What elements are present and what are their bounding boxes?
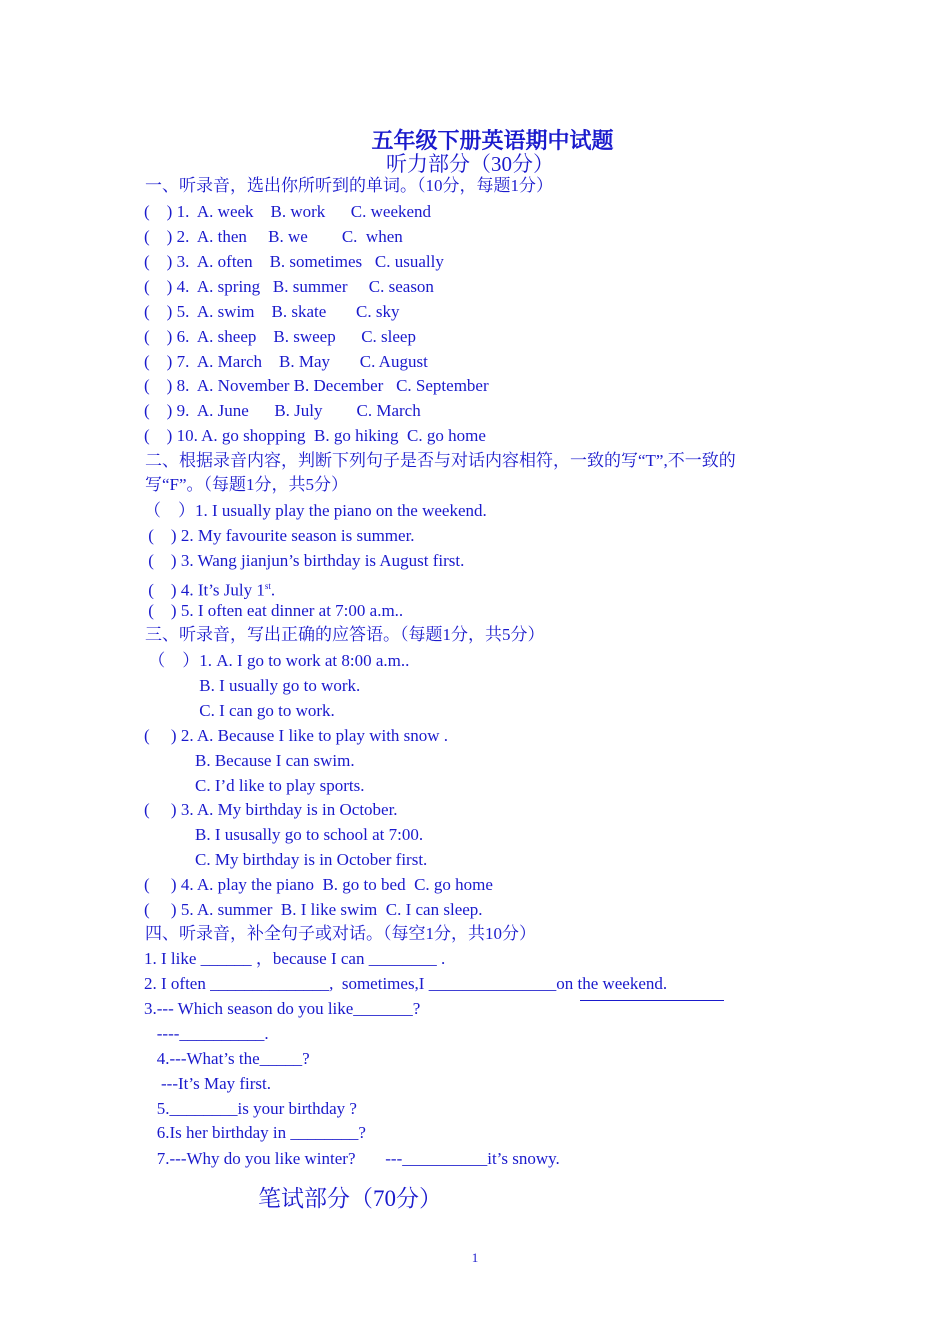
question-line: ( ) 5. I often eat dinner at 7:00 a.m.. [144, 601, 404, 620]
fill-line: 5.________is your birthday ? [144, 1099, 357, 1118]
fill-line: 7.---Why do you like winter? ---__________it’s snowy. [144, 1149, 560, 1168]
page-number: 1 [471, 1250, 479, 1265]
question-line: （ ）1. A. I go to work at 8:00 a.m.. [144, 651, 410, 670]
question-line: ( ) 5. A. summer B. I like swim C. I can sleep. [144, 900, 483, 919]
fill-line: ----__________. [144, 1024, 269, 1043]
question-line: ( ) 10. A. go shopping B. go hiking C. go home [144, 426, 486, 445]
section-3-heading: 三、听录音，写出正确的应答语。（每题1分，共5分） [145, 625, 545, 644]
written-heading: 笔试部分（70分） [258, 1186, 442, 1211]
question-line: ( ) 2. My favourite season is summer. [144, 526, 415, 545]
fill-line: 3.--- Which season do you like_______? [144, 999, 421, 1018]
question-line: ( ) 8. A. November B. December C. September [144, 376, 489, 395]
section-2-heading: 二、根据录音内容，判断下列句子是否与对话内容相符，一致的写“T”,不一致的 [145, 451, 736, 470]
option-line: B. I ususally go to school at 7:00. [144, 825, 424, 844]
section-2-heading-cont: 写“F”。（每题1分，共5分） [145, 475, 349, 494]
question-line: ( ) 7. A. March B. May C. August [144, 352, 428, 371]
question-line: ( ) 3. A. often B. sometimes C. usually [144, 252, 444, 271]
question-line: ( ) 6. A. sheep B. sweep C. sleep [144, 327, 416, 346]
section-4-heading: 四、听录音，补全句子或对话。（每空1分，共10分） [145, 924, 536, 943]
option-line: C. I can go to work. [144, 701, 335, 720]
question-line: ( ) 2. A. Because I like to play with snow . [144, 726, 449, 745]
question-line: （ ）1. I usually play the piano on the weekend. [144, 501, 487, 520]
question-line: ( ) 4. A. play the piano B. go to bed C. go home [144, 875, 493, 894]
question-line: ( ) 2. A. then B. we C. when [144, 227, 403, 246]
option-line: C. I’d like to play sports. [144, 776, 365, 795]
option-line: C. My birthday is in October first. [144, 850, 428, 869]
option-line: B. Because I can swim. [144, 751, 355, 770]
option-line: B. I usually go to work. [144, 676, 361, 695]
divider-line [580, 1000, 724, 1001]
listening-heading: 听力部分（30分） [386, 152, 554, 176]
ordinal-suffix: st [264, 581, 271, 591]
fill-line: 6.Is her birthday in ________? [144, 1123, 366, 1142]
period: . [270, 580, 276, 600]
question-line: ( ) 3. A. My birthday is in October. [144, 800, 398, 819]
question-line: ( ) 1. A. week B. work C. weekend [144, 202, 432, 221]
page-title: 五年级下册英语期中试题 [371, 128, 614, 153]
fill-line: ---It’s May first. [144, 1074, 272, 1093]
question-line: ( ) 4. A. spring B. summer C. season [144, 277, 434, 296]
question-text: ( ) 4. It’s July 1 [144, 580, 265, 600]
fill-line: 4.---What’s the_____? [144, 1049, 310, 1068]
question-line: ( ) 5. A. swim B. skate C. sky [144, 302, 400, 321]
section-1-heading: 一、听录音，选出你所听到的单词。（10分，每题1分） [145, 176, 553, 195]
question-line: ( ) 9. A. June B. July C. March [144, 401, 421, 420]
fill-line: 1. I like ______ ，because I can ________ . [144, 949, 446, 968]
question-line: ( ) 3. Wang jianjun’s birthday is August first. [144, 551, 465, 570]
question-line [144, 575, 275, 602]
fill-line: 2. I often ______________, sometimes,I _______________on the weekend. [144, 974, 668, 993]
